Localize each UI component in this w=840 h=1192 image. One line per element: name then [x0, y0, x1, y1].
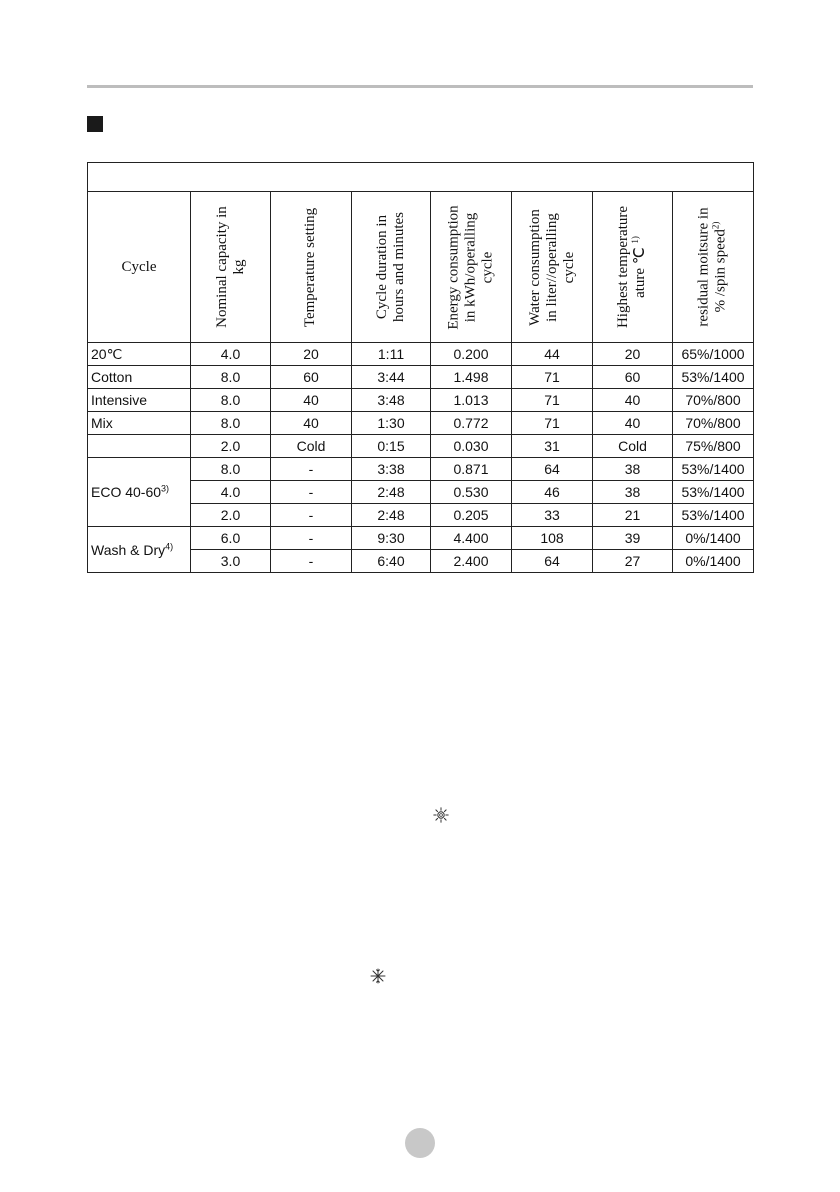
capacity-cell: 6.0: [191, 527, 271, 550]
section-marker-square: [87, 116, 103, 132]
header-moisture-note: 2): [711, 221, 721, 230]
cycle-cell: Cotton: [88, 366, 191, 389]
energy-cell: 0.772: [431, 412, 512, 435]
duration-cell: 9:30: [352, 527, 431, 550]
energy-cell: 0.530: [431, 481, 512, 504]
cycle-cell: Mix: [88, 412, 191, 435]
header-duration-line-2: hours and minutes: [391, 212, 407, 322]
cycle-name: Wash & Dry: [91, 541, 166, 558]
temperature-cell: -: [271, 458, 352, 481]
temperature-cell: 20: [271, 343, 352, 366]
header-capacity: [191, 192, 271, 343]
table-row: [88, 343, 754, 366]
cycle-note: 4): [165, 540, 174, 551]
water-cell: 71: [512, 412, 593, 435]
highest-temp-cell: 39: [593, 527, 673, 550]
table-title: [88, 163, 754, 192]
moisture-cell: 0%/1400: [673, 550, 754, 573]
water-cell: 71: [512, 389, 593, 412]
capacity-cell: 2.0: [191, 504, 271, 527]
duration-cell: 3:48: [352, 389, 431, 412]
water-cell: 31: [512, 435, 593, 458]
table-row: [88, 389, 754, 412]
capacity-cell: 8.0: [191, 458, 271, 481]
cycle-cell: [88, 527, 191, 573]
header-water-line-1: Water consumption: [526, 208, 543, 326]
header-duration: [352, 192, 431, 343]
temperature-cell: Cold: [271, 435, 352, 458]
temperature-cell: 40: [271, 412, 352, 435]
table-row: [88, 435, 754, 458]
header-capacity-line-2: kg: [230, 259, 247, 275]
highest-temp-cell: 38: [593, 458, 673, 481]
highest-temp-cell: 38: [593, 481, 673, 504]
water-cell: 71: [512, 366, 593, 389]
capacity-cell: 2.0: [191, 435, 271, 458]
energy-cell: 2.400: [431, 550, 512, 573]
highest-temp-cell: 27: [593, 550, 673, 573]
cycle-note: 3): [161, 483, 170, 494]
sun-icon: [433, 807, 449, 823]
water-cell: 44: [512, 343, 593, 366]
program-parameters-table: [87, 162, 754, 573]
header-highest-temp: [593, 192, 673, 343]
table-row: [88, 458, 754, 481]
capacity-cell: 8.0: [191, 366, 271, 389]
top-divider: [87, 85, 753, 88]
cycle-name: ECO 40-60: [91, 484, 162, 500]
energy-cell: 0.030: [431, 435, 512, 458]
header-highest-temp-note: 1): [630, 236, 641, 244]
temperature-cell: -: [271, 527, 352, 550]
duration-cell: 2:48: [352, 504, 431, 527]
duration-cell: 1:30: [352, 412, 431, 435]
water-cell: 33: [512, 504, 593, 527]
moisture-cell: 53%/1400: [673, 481, 754, 504]
header-water-line-2: in liter//operalling: [543, 212, 560, 322]
header-capacity-line-1: Nominal capacity in: [213, 206, 230, 328]
header-moisture-line-2: % /spin speed: [713, 229, 729, 313]
moisture-cell: 0%/1400: [673, 527, 754, 550]
temperature-cell: 40: [271, 389, 352, 412]
header-temperature-line-1: Temperature setting: [302, 207, 319, 327]
header-water: [512, 192, 593, 343]
table-row: [88, 412, 754, 435]
highest-temp-cell: 40: [593, 412, 673, 435]
header-highest-temp-line-1: Highest temperature: [615, 205, 632, 329]
snowflake-icon: [370, 968, 386, 984]
duration-cell: 2:48: [352, 481, 431, 504]
energy-cell: 4.400: [431, 527, 512, 550]
moisture-cell: 70%/800: [673, 389, 754, 412]
table-header-row: [88, 192, 754, 343]
water-cell: 64: [512, 550, 593, 573]
temperature-cell: -: [271, 504, 352, 527]
moisture-cell: 75%/800: [673, 435, 754, 458]
header-water-line-3: cycle: [560, 251, 577, 283]
energy-cell: 1.498: [431, 366, 512, 389]
table-title-row: [88, 163, 754, 192]
duration-cell: 3:44: [352, 366, 431, 389]
capacity-cell: 4.0: [191, 481, 271, 504]
temperature-cell: -: [271, 550, 352, 573]
header-energy: [431, 192, 512, 343]
cycle-cell: [88, 435, 191, 458]
header-energy-line-2: in kWh/operalling: [462, 212, 479, 322]
page-number-badge: [405, 1128, 435, 1158]
header-cycle: Cycle: [88, 192, 191, 343]
header-duration-line-1: Cycle duration in: [374, 214, 390, 320]
water-cell: 108: [512, 527, 593, 550]
highest-temp-cell: 40: [593, 389, 673, 412]
moisture-cell: 53%/1400: [673, 366, 754, 389]
moisture-cell: 53%/1400: [673, 504, 754, 527]
capacity-cell: 4.0: [191, 343, 271, 366]
energy-cell: 0.200: [431, 343, 512, 366]
capacity-cell: 3.0: [191, 550, 271, 573]
header-energy-line-3: cycle: [479, 251, 496, 283]
capacity-cell: 8.0: [191, 412, 271, 435]
cycle-cell: [88, 458, 191, 527]
capacity-cell: 8.0: [191, 389, 271, 412]
header-highest-temp-line-2: ature ℃: [632, 247, 649, 298]
energy-cell: 1.013: [431, 389, 512, 412]
moisture-cell: 53%/1400: [673, 458, 754, 481]
water-cell: 46: [512, 481, 593, 504]
duration-cell: 1:11: [352, 343, 431, 366]
header-moisture: [673, 192, 754, 343]
duration-cell: 0:15: [352, 435, 431, 458]
highest-temp-cell: 20: [593, 343, 673, 366]
header-moisture-line-1: residual moitsure in: [696, 207, 712, 327]
water-cell: 64: [512, 458, 593, 481]
duration-cell: 3:38: [352, 458, 431, 481]
table-row: [88, 527, 754, 550]
cycle-cell: Intensive: [88, 389, 191, 412]
highest-temp-cell: Cold: [593, 435, 673, 458]
moisture-cell: 70%/800: [673, 412, 754, 435]
table-row: [88, 366, 754, 389]
header-temperature: [271, 192, 352, 343]
moisture-cell: 65%/1000: [673, 343, 754, 366]
energy-cell: 0.205: [431, 504, 512, 527]
highest-temp-cell: 21: [593, 504, 673, 527]
cycle-cell: 20℃: [88, 343, 191, 366]
temperature-cell: 60: [271, 366, 352, 389]
highest-temp-cell: 60: [593, 366, 673, 389]
header-energy-line-1: Energy consumption: [445, 204, 462, 330]
energy-cell: 0.871: [431, 458, 512, 481]
duration-cell: 6:40: [352, 550, 431, 573]
temperature-cell: -: [271, 481, 352, 504]
